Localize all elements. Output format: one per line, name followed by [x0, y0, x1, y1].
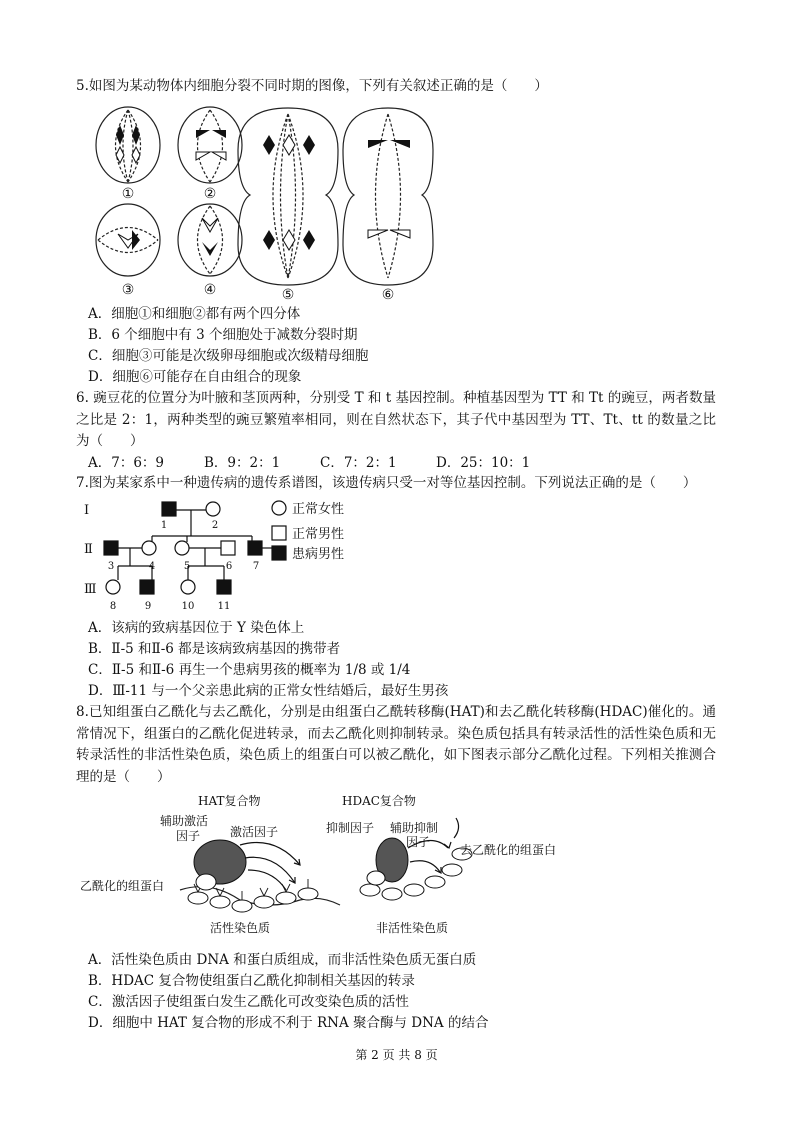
- id-11: 11: [217, 601, 231, 612]
- acetylated-histone-label: 乙酰化的组蛋白: [80, 879, 165, 893]
- q7-option-b: B．Ⅱ-5 和Ⅱ-6 都是该病致病基因的携带者: [88, 641, 341, 657]
- pedigree-I-2: [206, 502, 220, 516]
- hat-complex-label: HAT复合物: [198, 794, 261, 808]
- q7-pedigree-chart: [82, 496, 382, 616]
- q5-option-a: A．细胞①和细胞②都有两个四分体: [88, 306, 301, 322]
- legend-normal-male: 正常男性: [292, 527, 345, 542]
- pedigree-I-1: [162, 502, 176, 516]
- cell-2: [178, 107, 242, 183]
- id-5: 5: [183, 561, 191, 572]
- q7-option-a: A．该病的致病基因位于 Y 染色体上: [88, 620, 305, 636]
- cell-label-1: ①: [121, 186, 135, 202]
- cell-4: [178, 204, 242, 276]
- id-7: 7: [252, 561, 260, 572]
- legend-normal-female: 正常女性: [292, 502, 345, 517]
- legend-affected-male-icon: [272, 546, 286, 560]
- repressor-label: 抑制因子: [326, 821, 375, 835]
- q8-option-d: D．细胞中 HAT 复合物的形成不利于 RNA 聚合酶与 DNA 的结合: [88, 1015, 489, 1031]
- gen-label-2: Ⅱ: [84, 542, 93, 557]
- aux-activator-label-2: 因子: [176, 829, 201, 843]
- pedigree-II-7: [248, 541, 262, 555]
- q8-stem: 8.已知组蛋白乙酰化与去乙酰化，分别是由组蛋白乙酰转移酶(HAT)和去乙酰化转移酶(HDAC)催化的。通常情况下，组蛋白的乙酰化促进转录，而去乙酰化则抑制转录。染色质包括具有转录活性的活性染色质和无转录活性的非活性染色质，染色质上的组蛋白可以被乙酰化，如下图表示部分乙酰化过程。下列相关推测合理的是（ ）: [76, 704, 716, 785]
- id-3: 3: [107, 561, 115, 572]
- q8-option-b: B．HDAC 复合物使组蛋白乙酰化抑制相关基因的转录: [88, 973, 415, 989]
- q5-option-c: C．细胞③可能是次级卵母细胞或次级精母细胞: [88, 348, 369, 364]
- hdac-complex-label: HDAC复合物: [342, 794, 416, 808]
- pedigree-II-4: [142, 541, 156, 555]
- aux-repressor-label-2: 因子: [406, 835, 431, 849]
- q5-stem: 5.如图为某动物体内细胞分裂不同时期的图像，下列有关叙述正确的是（ ）: [76, 78, 548, 94]
- id-10: 10: [181, 601, 195, 612]
- aux-activator-label-1: 辅助激活: [160, 814, 209, 828]
- pedigree-II-3: [104, 541, 118, 555]
- q8-acetylation-figure: [80, 790, 580, 940]
- cell-label-5: ⑤: [281, 287, 295, 300]
- pedigree-II-5: [175, 541, 189, 555]
- aux-repressor-label: 辅助抑制: [390, 821, 439, 835]
- id-4: 4: [148, 561, 156, 572]
- pedigree-II-6: [221, 541, 235, 555]
- cell-6: [343, 108, 433, 285]
- deacetylated-histone-label: 去乙酰化的组蛋白: [460, 843, 557, 857]
- inactive-chromatin-label: 非活性染色质: [376, 921, 449, 935]
- q6-option-b: B．9：2：1: [204, 455, 281, 471]
- legend-normal-female-icon: [272, 501, 286, 515]
- cell-5: [238, 108, 338, 285]
- legend-normal-male-icon: [272, 526, 286, 540]
- cell-1: [96, 107, 160, 183]
- active-chromatin-label: 活性染色质: [210, 921, 271, 935]
- q6-option-d: D．25：10：1: [436, 455, 531, 471]
- cell-label-6: ⑥: [381, 287, 395, 300]
- q7-stem: 7.图为某家系中一种遗传病的遗传系谱图，该遗传病只受一对等位基因控制。下列说法正确的是（ ）: [76, 475, 697, 491]
- id-1: 1: [160, 520, 168, 531]
- q7-option-c: C．Ⅱ-5 和Ⅱ-6 再生一个患病男孩的概率为 1/8 或 1/4: [88, 662, 411, 678]
- id-6: 6: [225, 561, 233, 572]
- q6-option-c: C．7：2：1: [320, 455, 397, 471]
- q7-option-d: D．Ⅲ-11 与一个父亲患此病的正常女性结婚后，最好生男孩: [88, 683, 449, 699]
- q5-cell-division-figure: [88, 100, 448, 300]
- activator-label: 激活因子: [230, 825, 279, 839]
- cell-label-3: ③: [121, 282, 135, 298]
- q5-option-d: D．细胞⑥可能存在自由组合的现象: [88, 369, 302, 385]
- q8-option-c: C．激活因子使组蛋白发生乙酰化可改变染色质的活性: [88, 994, 409, 1010]
- page-footer: 第 2 页 共 8 页: [355, 1048, 438, 1062]
- q6-options: [88, 453, 530, 473]
- pedigree-III-10: [181, 580, 195, 594]
- q5-option-b: B．6 个细胞中有 3 个细胞处于减数分裂时期: [88, 327, 358, 343]
- q6-option-a: A．7：6：9: [88, 455, 165, 471]
- cell-label-2: ②: [203, 186, 217, 202]
- q6-stem: 6. 豌豆花的位置分为叶腋和茎顶两种，分别受 T 和 t 基因控制。种植基因型为 TT 和 Tt 的豌豆，两者数量之比是 2：1，两种类型的豌豆繁殖率相同，则在自然状态下，其子代中基因型为 TT、Tt、tt 的数量之比为（ ）: [76, 390, 716, 449]
- cell-label-4: ④: [203, 282, 217, 298]
- pedigree-III-8: [106, 580, 120, 594]
- gen-label-1: Ⅰ: [84, 503, 90, 518]
- id-9: 9: [144, 601, 152, 612]
- id-8: 8: [109, 601, 117, 612]
- id-2: 2: [211, 520, 219, 531]
- pedigree-III-9: [140, 580, 154, 594]
- q8-option-a: A．活性染色质由 DNA 和蛋白质组成，而非活性染色质无蛋白质: [88, 952, 477, 968]
- legend-affected-male: 患病男性: [292, 547, 345, 562]
- pedigree-III-11: [217, 580, 231, 594]
- gen-label-3: Ⅲ: [84, 582, 97, 597]
